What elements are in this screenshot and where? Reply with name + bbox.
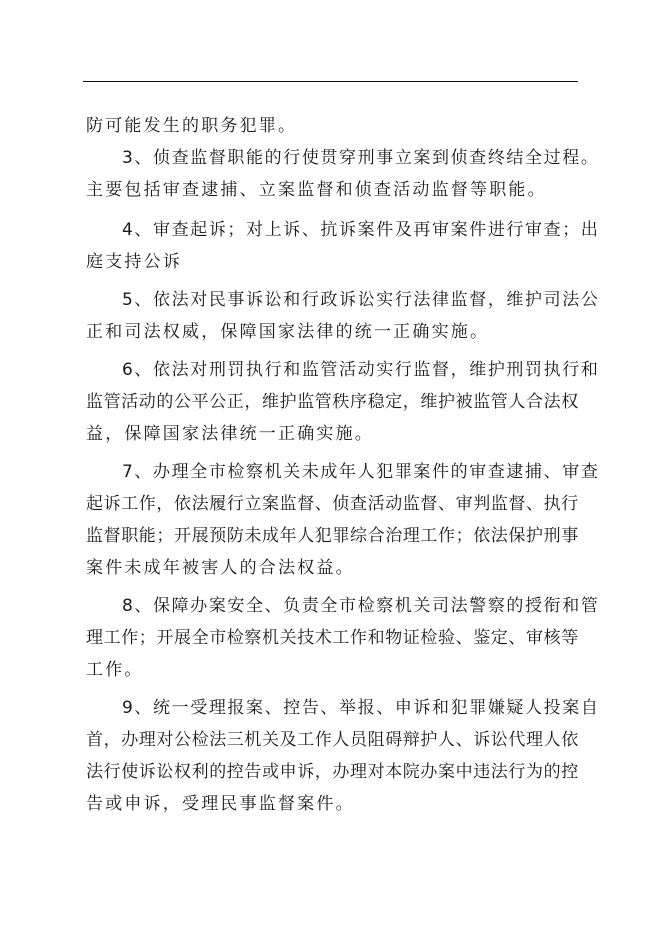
paragraph-first-line: 4、审查起诉；对上诉、抗诉案件及再审案件进行审查；出 (122, 220, 600, 240)
paragraph-line: 起诉工作，依法履行立案监督、侦查活动监督、审判监督、执行 (86, 494, 579, 514)
paragraph-line: 益，保障国家法律统一正确实施。 (86, 424, 374, 444)
paragraph-line: 主要包括审查逮捕、立案监督和侦查活动监督等职能。 (86, 180, 547, 200)
paragraph-line: 正和司法权威，保障国家法律的统一正确实施。 (86, 322, 490, 342)
paragraph-line: 庭支持公诉 (86, 252, 182, 272)
paragraph-first-line: 6、依法对刑罚执行和监管活动实行监督，维护刑罚执行和 (122, 360, 600, 380)
paragraph-first-line: 8、保障办案安全、负责全市检察机关司法警察的授衔和管 (122, 596, 600, 616)
paragraph-line: 案件未成年被害人的合法权益。 (86, 558, 355, 578)
paragraph-first-line: 9、统一受理报案、控告、举报、申诉和犯罪嫌疑人投案自 (122, 698, 600, 718)
paragraph-line: 监督职能；开展预防未成年人犯罪综合治理工作；依法保护刑事 (86, 526, 579, 546)
header-rule (83, 81, 578, 82)
paragraph-line: 监管活动的公平公正，维护监管秩序稳定，维护被监管人合法权 (86, 392, 579, 412)
paragraph-line: 告或申诉，受理民事监督案件。 (86, 794, 355, 814)
paragraph-first-line: 5、依法对民事诉讼和行政诉讼实行法律监督，维护司法公 (122, 290, 600, 310)
paragraph-line: 防可能发生的职务犯罪。 (86, 116, 298, 136)
paragraph-line: 工作。 (86, 660, 144, 680)
paragraph-line: 首，办理对公检法三机关及工作人员阻碍辩护人、诉讼代理人依 (86, 730, 579, 750)
paragraph-first-line: 7、办理全市检察机关未成年人犯罪案件的审查逮捕、审查 (122, 462, 600, 482)
paragraph-first-line: 3、侦查监督职能的行使贯穿刑事立案到侦查终结全过程。 (122, 148, 600, 168)
paragraph-line: 理工作；开展全市检察机关技术工作和物证检验、鉴定、审核等 (86, 628, 579, 648)
paragraph-line: 法行使诉讼权利的控告或申诉，办理对本院办案中违法行为的控 (86, 762, 579, 782)
